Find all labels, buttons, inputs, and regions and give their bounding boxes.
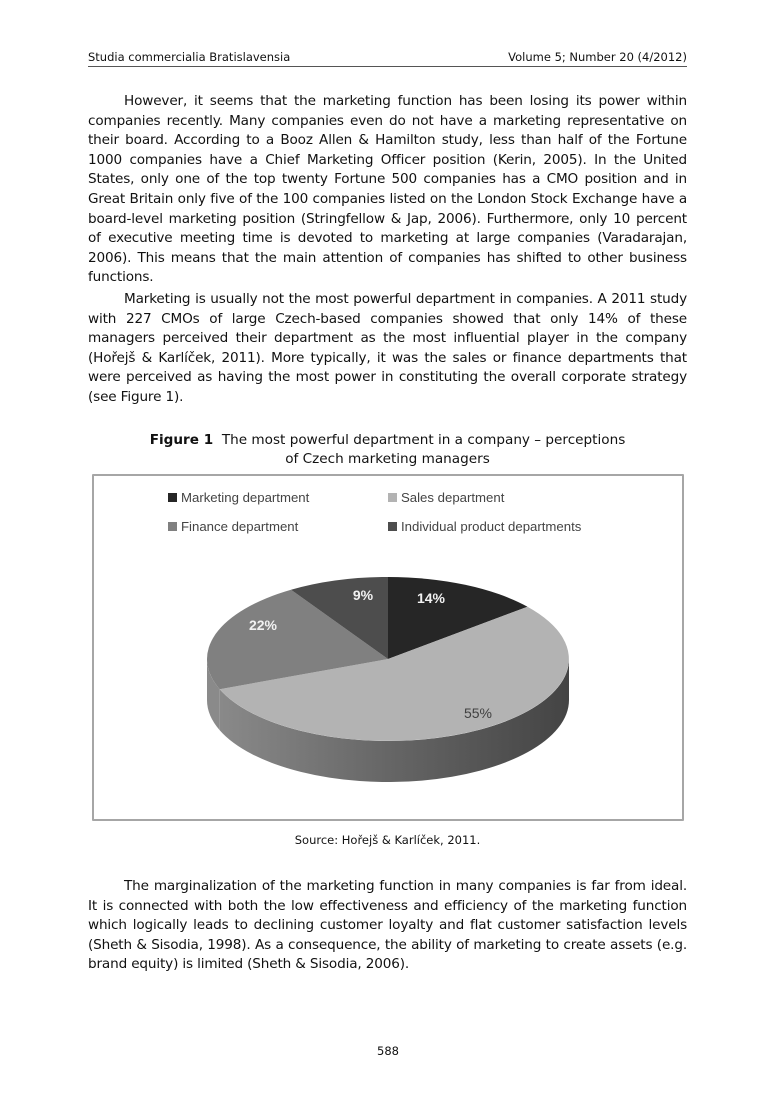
running-header bbox=[88, 48, 687, 67]
paragraph-2: Marketing is usually not the most powerful department in companies. A 2011 study with 227 CMOs of large Czech-based companies showed that only 14% of these managers perceived their department as the most influential player in the company (Hořejš & Karlíček, 2011). More typically, it was the sales or finance departments that were perceived as having the most power in constituting the overall corporate strategy (see Figure 1). bbox=[88, 291, 687, 405]
issue-info: Volume 5; Number 20 (4/2012) bbox=[508, 50, 687, 64]
legend-label: Sales department bbox=[401, 490, 505, 505]
figure-source: Source: Hořejš & Karlíček, 2011. bbox=[294, 833, 481, 847]
figure-caption-line1: The most powerful department in a company – perceptions bbox=[221, 432, 626, 448]
data-label-individual: 9% bbox=[352, 587, 374, 603]
page-number: 588 bbox=[377, 1044, 399, 1058]
data-label-finance: 22% bbox=[248, 617, 278, 633]
legend-label: Finance department bbox=[181, 519, 299, 534]
data-label-sales: 55% bbox=[463, 705, 493, 721]
figure-label: Figure 1 bbox=[149, 432, 214, 448]
pie-graphic bbox=[94, 476, 682, 819]
legend-label: Individual product departments bbox=[401, 519, 582, 534]
figure-caption-line2: of Czech marketing managers bbox=[285, 451, 490, 467]
data-label-marketing: 14% bbox=[416, 590, 446, 606]
figure-caption bbox=[88, 431, 687, 469]
legend-label: Marketing department bbox=[181, 490, 310, 505]
paragraph-3: The marginalization of the marketing function in many companies is far from ideal. It is connected with both the low effectiveness and efficiency of the marketing function which logically leads to declining customer loyalty and flat customer satisfaction levels (Sheth & Sisodia, 1998). As a consequence, the ability of marketing to create assets (e.g. brand equity) is limited (Sheth & Sisodia, 2006). bbox=[88, 878, 687, 973]
journal-title: Studia commercialia Bratislavensia bbox=[88, 50, 291, 64]
pie-chart bbox=[92, 474, 684, 821]
paragraph-1: However, it seems that the marketing function has been losing its power within companies recently. Many companies even do not have a marketing representative on their board. According to a Booz Allen & Hamilton study, less than half of the Fortune 1000 companies have a Chief Marketing Officer position (Kerin, 2005). In the United States, only one of the top twenty Fortune 500 companies has a CMO position and in Great Britain only five of the 100 companies listed on the London Stock Exchange have a board-level marketing position (Stringfellow & Jap, 2006). Furthermore, only 10 percent of executive meeting time is devoted to marketing at large companies (Varadarajan, 2006). This means that the main attention of companies has shifted to other business functions. bbox=[88, 93, 687, 286]
